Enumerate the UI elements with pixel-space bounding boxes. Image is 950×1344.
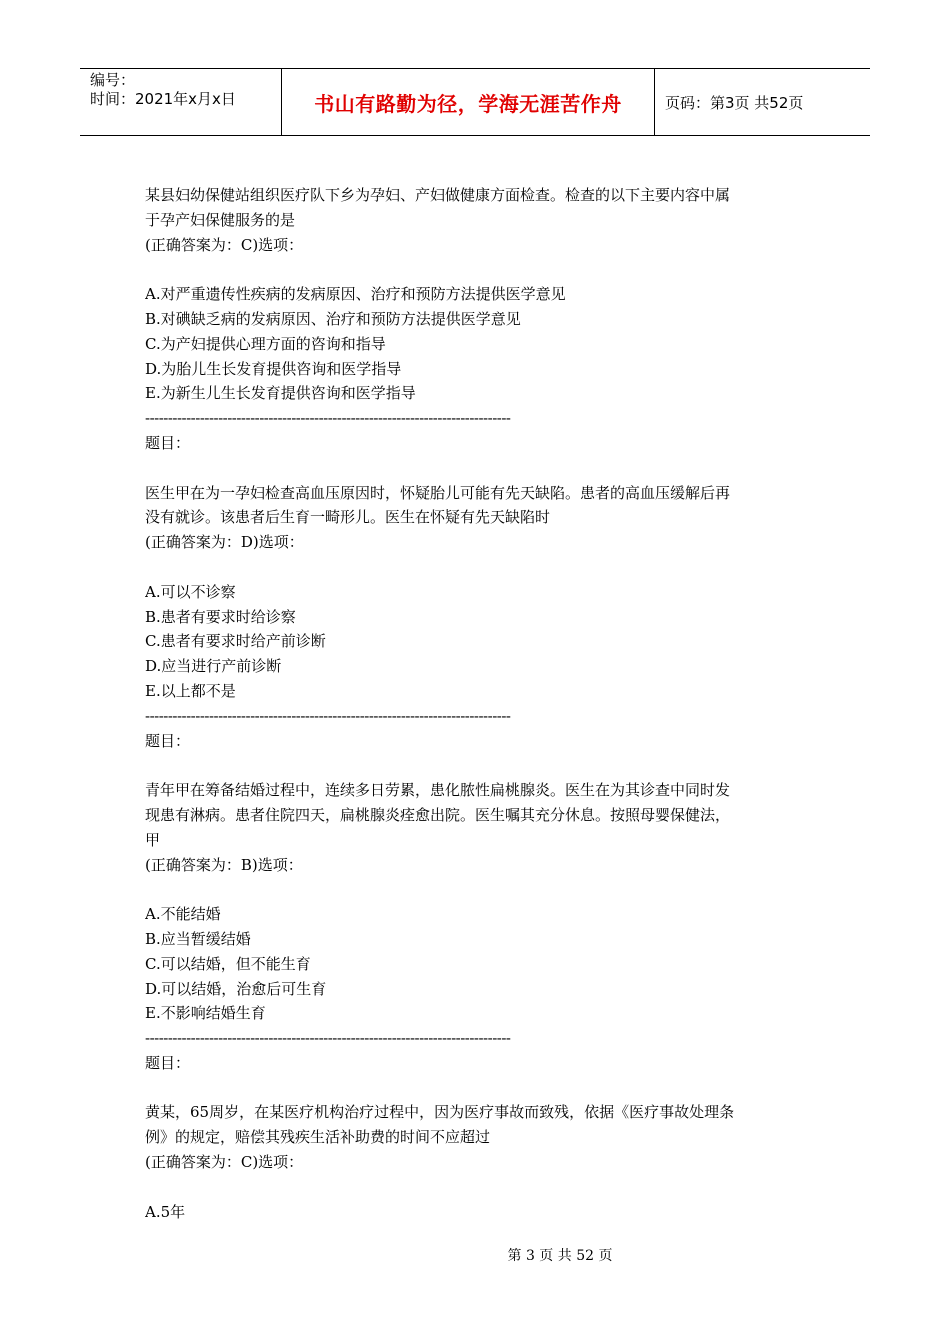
document-number-label: 编号： (90, 71, 136, 89)
question-text-line: 例》的规定，赔偿其残疾生活补助费的时间不应超过 (145, 1128, 491, 1147)
option-item: D.为胎儿生长发育提供咨询和医学指导 (145, 359, 402, 378)
answer-line: (正确答案为：C)选项： (145, 235, 304, 254)
option-item: E.以上都不是 (145, 681, 236, 700)
question-content (145, 183, 815, 1224)
question-block (145, 778, 815, 1100)
option-item: C.患者有要求时给产前诊断 (145, 632, 326, 651)
blank-line (145, 753, 815, 778)
option-item: B.患者有要求时给诊察 (145, 607, 296, 626)
option-item: C.可以结婚，但不能生育 (145, 954, 311, 973)
next-question-label: 题目： (145, 433, 191, 452)
question-text-line: 医生甲在为一孕妇检查高血压原因时，怀疑胎儿可能有先天缺陷。患者的高血压缓解后再 (145, 483, 731, 502)
header-motto: 书山有路勤为径，学海无涯苦作舟 (314, 91, 622, 116)
option-item: E.为新生儿生长发育提供咨询和医学指导 (145, 384, 416, 403)
question-block (145, 481, 815, 779)
question-text-line: 没有就诊。该患者后生育一畸形儿。医生在怀疑有先天缺陷时 (145, 508, 551, 527)
document-date-label: 时间：2021年x月x日 (90, 90, 236, 108)
question-text-line: 青年甲在筹备结婚过程中，连续多日劳累，患化脓性扁桃腺炎。医生在为其诊查中同时发 (145, 781, 731, 800)
option-item: D.可以结婚，治愈后可生育 (145, 979, 327, 998)
answer-line: (正确答案为：B)选项： (145, 855, 303, 874)
next-question-label: 题目： (145, 731, 191, 750)
header-motto-cell (282, 69, 655, 135)
next-question-label: 题目： (145, 1053, 191, 1072)
option-item: B.应当暂缓结婚 (145, 929, 251, 948)
answer-line: (正确答案为：D)选项： (145, 533, 304, 552)
option-item: D.应当进行产前诊断 (145, 657, 282, 676)
header-page-label: 页码：第3页 共52页 (665, 93, 804, 112)
option-item: A.可以不诊察 (145, 582, 236, 601)
blank-line (145, 257, 815, 282)
answer-line: (正确答案为：C)选项： (145, 1153, 304, 1172)
question-text-line: 黄某，65周岁，在某医疗机构治疗过程中，因为医疗事故而致残，依据《医疗事故处理条 (145, 1103, 735, 1122)
separator-line: -------------------------------------------------------------------------------- (145, 706, 511, 725)
blank-line (145, 877, 815, 902)
option-item: B.对碘缺乏病的发病原因、治疗和预防方法提供医学意见 (145, 309, 521, 328)
option-item: A.5年 (145, 1202, 186, 1221)
blank-line (145, 456, 815, 481)
option-item: E.不影响结婚生育 (145, 1004, 266, 1023)
header-page-cell (655, 69, 870, 135)
question-block (145, 1100, 815, 1224)
blank-line (145, 1076, 815, 1101)
page-footer: 第 3 页 共 52 页 (507, 1248, 613, 1264)
option-item: C.为产妇提供心理方面的咨询和指导 (145, 334, 386, 353)
question-text-line: 甲 (145, 830, 161, 849)
question-text-line: 于孕产妇保健服务的是 (145, 210, 296, 229)
option-item: A.对严重遗传性疾病的发病原因、治疗和预防方法提供医学意见 (145, 285, 566, 304)
header-meta (80, 69, 282, 135)
option-item: A.不能结婚 (145, 905, 221, 924)
question-block (145, 183, 815, 481)
separator-line: -------------------------------------------------------------------------------- (145, 1029, 511, 1048)
question-text-line: 某县妇幼保健站组织医疗队下乡为孕妇、产妇做健康方面检查。检查的以下主要内容中属 (145, 186, 731, 204)
blank-line (145, 1175, 815, 1200)
separator-line: -------------------------------------------------------------------------------- (145, 409, 511, 428)
blank-line (145, 555, 815, 580)
page-header (80, 68, 870, 136)
question-text-line: 现患有淋病。患者住院四天，扁桃腺炎痊愈出院。医生嘱其充分休息。按照母婴保健法， (145, 805, 731, 824)
